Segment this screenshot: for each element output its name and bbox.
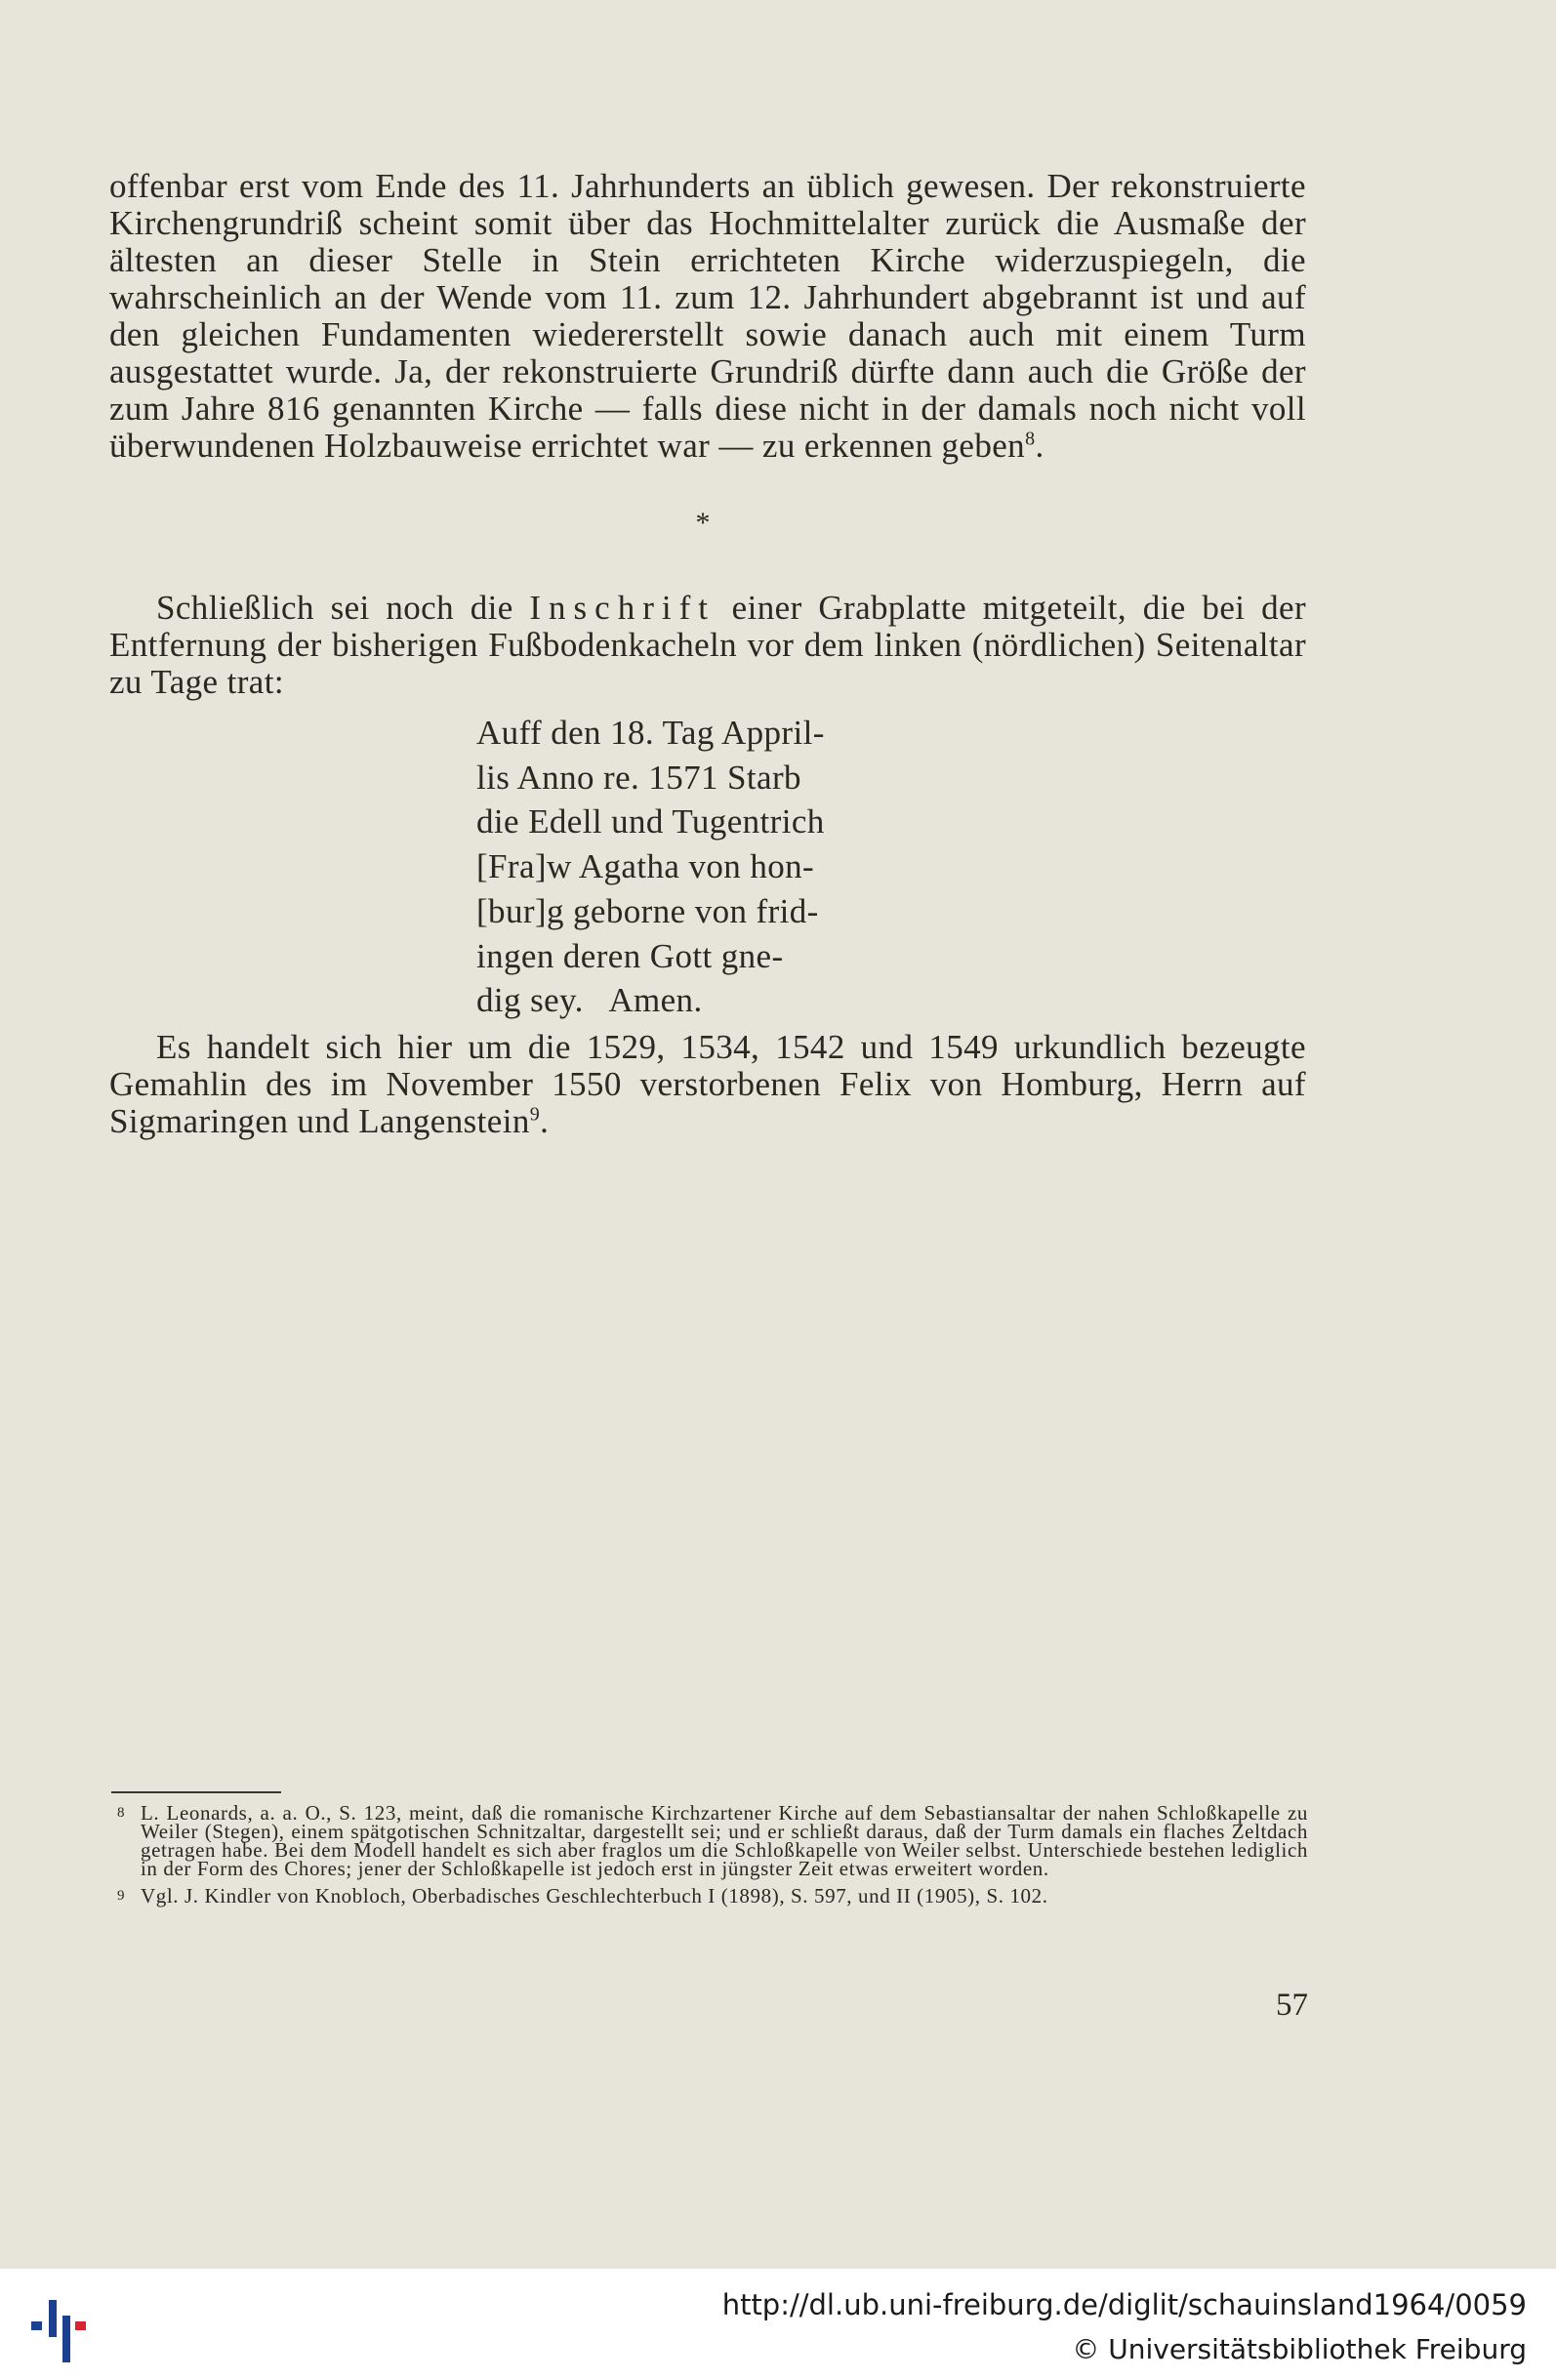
- body-paragraph-1: [109, 168, 1306, 465]
- paragraph-2-after: einer Grabplatte mitgeteilt, die bei der Entfernung der bisherigen Fußbodenkacheln vor dem linken (nördlichen) Seitenaltar zu Tage trat:: [109, 589, 1306, 701]
- paragraph-2-before: Schließlich sei noch die: [156, 589, 530, 627]
- footnote-9: [111, 1884, 1308, 1908]
- section-separator: *: [695, 507, 711, 539]
- paragraph-3-text: Es handelt sich hier um die 1529, 1534, 1542 und 1549 urkundlich bezeugte Gemahlin des im November 1550 verstorbenen Felix von Homburg, Herrn auf Sigmaringen und Langenstein: [109, 1028, 1306, 1140]
- footnote-ref-9[interactable]: 9: [529, 1103, 541, 1126]
- copyright-notice: © Universitätsbibliothek Freiburg: [1072, 2333, 1527, 2365]
- footnote-text: Vgl. J. Kindler von Knobloch, Oberbadisches Geschlechterbuch I (1898), S. 597, und II (1905), S. 102.: [141, 1884, 1048, 1908]
- paragraph-2-spaced-word: Inschrift: [529, 589, 716, 627]
- ub-freiburg-logo-icon[interactable]: [21, 2286, 96, 2364]
- inscription-line: ingen deren Gott gne-: [476, 936, 784, 975]
- footnote-8: [111, 1801, 1308, 1880]
- footnote-ref-8[interactable]: 8: [1025, 428, 1036, 450]
- permalink-url[interactable]: http://dl.ub.uni-freiburg.de/diglit/schauinsland1964/0059: [721, 2288, 1527, 2321]
- body-paragraph-2: [109, 590, 1306, 701]
- inscription-line: die Edell und Tugentrich: [476, 802, 825, 841]
- inscription-line: [bur]g geborne von frid-: [476, 891, 819, 930]
- page-number: 57: [1276, 1988, 1308, 2023]
- inscription-line: dig sey. Amen.: [476, 981, 703, 1020]
- inscription-line: Auff den 18. Tag Appril-: [476, 714, 825, 752]
- paragraph-1-text: offenbar erst vom Ende des 11. Jahrhunderts an üblich gewesen. Der rekonstruierte Kirchengrundriß scheint somit über das Hochmittelalter zurück die Ausmaße der ältesten an dieser Stelle in Stein errichteten Kirche widerzuspiegeln, die wahrscheinlich an der Wende vom 11. zum 12. Jahrhundert abgebrannt ist und auf den gleichen Fundamenten wiedererstellt sowie danach auch mit einem Turm ausgestattet wurde. Ja, der rekonstruierte Grundriß dürfte dann auch die Größe der zum Jahre 816 genannten Kirche — falls diese nicht in der damals noch nicht voll überwundenen Holzbauweise errichtet war — zu erkennen geben: [109, 167, 1306, 465]
- inscription-line: [Fra]w Agatha von hon-: [476, 847, 815, 886]
- footnote-text: L. Leonards, a. a. O., S. 123, meint, daß die romanische Kirchzartener Kirche auf dem Sebastiansaltar der nahen Schloßkapelle zu Weiler (Stegen), einem spätgotischen Schnitzaltar, dargestellt sei; und er schließt daraus, daß der Turm damals ein flaches Zeltdach getragen habe. Bei dem Modell handelt es sich aber fraglos um die Schloßkapelle von Weiler selbst. Unterschiede bestehen lediglich in der Form des Chores; jener der Schloßkapelle ist jedoch erst in jüngster Zeit etwas erweitert worden.: [141, 1801, 1308, 1880]
- inscription-line: lis Anno re. 1571 Starb: [476, 758, 801, 797]
- paragraph-3-end: .: [540, 1102, 550, 1140]
- inscription-block: [476, 711, 945, 1023]
- viewer-footer: [0, 2269, 1556, 2380]
- footnotes: [111, 1801, 1308, 1908]
- footnote-mark: 8: [117, 1805, 126, 1821]
- paragraph-1-end: .: [1035, 427, 1044, 465]
- footnote-mark: 9: [117, 1888, 126, 1904]
- body-paragraph-3: [109, 1029, 1306, 1140]
- footnote-divider: [111, 1791, 281, 1793]
